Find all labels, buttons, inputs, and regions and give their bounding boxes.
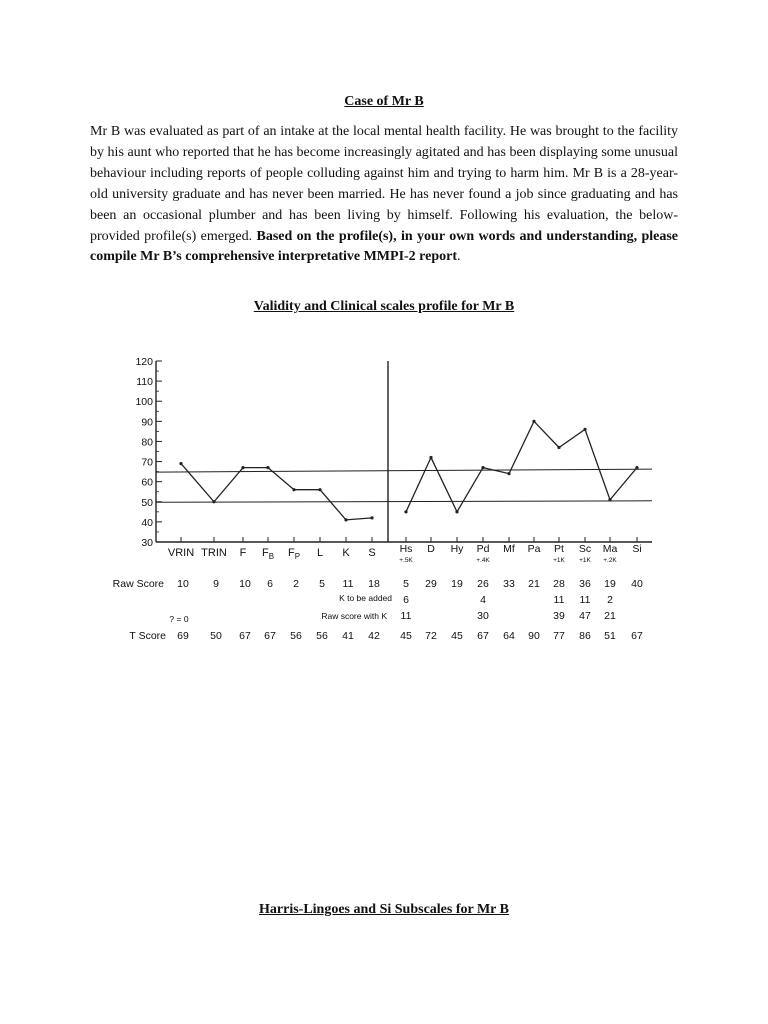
clinical-t-score: 45 — [451, 630, 463, 642]
validity-scale-label: $F_P$ — [287, 547, 301, 561]
validity-raw-score: 2 — [293, 578, 299, 590]
clinical-t-score: 51 — [604, 630, 616, 642]
k-to-be-added-value: 11 — [579, 594, 591, 606]
clinical-raw-score: 19 — [604, 578, 616, 590]
clinical-raw-score: 28 — [553, 578, 565, 590]
raw-score-label: Raw Score — [112, 578, 164, 590]
clinical-raw-score: 40 — [631, 578, 643, 590]
reference-line-65 — [156, 469, 652, 472]
validity-series-point — [266, 466, 269, 469]
k-to-be-added-value: 2 — [607, 594, 613, 606]
validity-raw-score: 6 — [267, 578, 273, 590]
validity-scale-label: VRIN — [167, 547, 195, 559]
clinical-scale-label: Pd — [476, 543, 490, 555]
clinical-series-point — [507, 472, 510, 475]
validity-t-score: 69 — [177, 630, 189, 642]
validity-series-point — [241, 466, 244, 469]
raw-score-with-k-label: Raw score with K — [321, 611, 387, 621]
k-correction-label: +.5K — [399, 557, 413, 564]
y-tick-label: 50 — [141, 496, 153, 509]
clinical-t-score: 64 — [503, 630, 515, 642]
clinical-scale-label: Ma — [602, 543, 618, 555]
clinical-scale-label: Pa — [527, 543, 541, 555]
y-tick-label: 110 — [136, 376, 153, 389]
validity-scale-label: L — [316, 547, 324, 559]
clinical-scale-label: Si — [632, 543, 642, 555]
clinical-raw-score: 26 — [477, 578, 489, 590]
t-score-label: T Score — [129, 630, 166, 642]
case-instruction: Based on the profile(s), in your own words and understanding, please compile Mr B’s comprehensive interpretative MMPI-2 report — [90, 228, 679, 265]
clinical-series-point — [404, 510, 407, 513]
clinical-series-point — [583, 428, 586, 431]
validity-series-point — [344, 518, 347, 521]
k-correction-label: +1K — [579, 557, 591, 564]
clinical-series-point — [635, 466, 638, 469]
case-description-end: . — [457, 249, 461, 265]
validity-t-score: 41 — [342, 630, 354, 642]
harris-lingoes-title: Harris-Lingoes and Si Subscales for Mr B — [259, 902, 509, 917]
k-to-be-added-label: K to be added — [339, 593, 392, 603]
validity-scale-label: F — [239, 547, 247, 559]
validity-t-score: 67 — [239, 630, 251, 642]
validity-t-score: 56 — [316, 630, 328, 642]
validity-raw-score: 10 — [239, 578, 251, 590]
question-count-label: ? = 0 — [169, 614, 189, 624]
clinical-raw-score: 33 — [503, 578, 515, 590]
clinical-t-score: 90 — [528, 630, 540, 642]
raw-with-k-value: 11 — [400, 610, 412, 622]
clinical-scale-label: D — [427, 543, 435, 555]
y-tick-label: 100 — [135, 396, 153, 409]
validity-scale-label: $F_B$ — [261, 547, 275, 561]
profile-title: Validity and Clinical scales profile for Mr B — [253, 299, 515, 314]
validity-series-point — [292, 488, 295, 491]
validity-raw-score: 5 — [319, 578, 325, 590]
validity-raw-score: 10 — [177, 578, 189, 590]
case-title: Case of Mr B — [344, 94, 424, 109]
k-correction-label: +.2K — [603, 557, 617, 564]
clinical-series-point — [429, 456, 432, 459]
validity-scale-label: K — [342, 547, 350, 559]
clinical-t-score: 67 — [477, 630, 489, 642]
validity-raw-score: 11 — [342, 578, 354, 590]
clinical-series-point — [532, 420, 535, 423]
k-to-be-added-value: 6 — [403, 594, 409, 606]
validity-series-point — [318, 488, 321, 491]
raw-with-k-value: 39 — [553, 610, 565, 622]
clinical-t-score: 67 — [631, 630, 643, 642]
raw-with-k-value: 21 — [604, 610, 616, 622]
y-tick-label: 90 — [141, 416, 153, 429]
y-tick-label: 40 — [141, 516, 153, 529]
validity-t-score: 67 — [264, 630, 276, 642]
clinical-t-score: 45 — [400, 630, 412, 642]
clinical-series-point — [455, 510, 458, 513]
clinical-series-line — [406, 421, 637, 512]
clinical-raw-score: 36 — [579, 578, 591, 590]
clinical-series-point — [557, 446, 560, 449]
case-description-text: Mr B was evaluated as part of an intake at the local mental health facility. He was brought to the facility by his aunt who reported that he has become increasingly agitated and has been displaying some unusual behaviour including reports of people colluding against him and trying to harm him. Mr B is a 28-year-old university graduate and has never been married. He has never found a job since graduating and has been an occasional plumber and has been living by himself. Following his evaluation, the below-provided profile(s) emerged. — [90, 124, 678, 244]
k-correction-label: +1K — [553, 557, 565, 564]
y-tick-label: 80 — [141, 436, 153, 449]
validity-raw-score: 9 — [213, 578, 219, 590]
clinical-t-score: 72 — [425, 630, 437, 642]
reference-line-50 — [156, 501, 652, 503]
clinical-scale-label: Hy — [450, 543, 464, 555]
y-tick-label: 30 — [141, 537, 153, 549]
validity-series-point — [179, 462, 182, 465]
validity-t-score: 42 — [368, 630, 380, 642]
clinical-scale-label: Pt — [554, 543, 564, 555]
validity-t-score: 56 — [290, 630, 302, 642]
clinical-t-score: 86 — [579, 630, 591, 642]
clinical-t-score: 77 — [553, 630, 565, 642]
raw-with-k-value: 30 — [477, 610, 489, 622]
k-correction-label: +.4K — [476, 557, 490, 564]
validity-series-point — [212, 500, 215, 503]
validity-raw-score: 18 — [368, 578, 380, 590]
clinical-series-point — [608, 498, 611, 501]
clinical-raw-score: 5 — [403, 578, 409, 590]
raw-with-k-value: 47 — [579, 610, 591, 622]
clinical-scale-label: Mf — [503, 543, 515, 555]
clinical-raw-score: 19 — [451, 578, 463, 590]
validity-series-point — [370, 516, 373, 519]
y-tick-label: 70 — [141, 456, 153, 469]
clinical-series-point — [481, 466, 484, 469]
validity-t-score: 50 — [210, 630, 222, 642]
clinical-scale-label: Hs — [399, 543, 413, 555]
y-tick-label: 120 — [135, 356, 153, 368]
k-to-be-added-value: 11 — [553, 594, 565, 606]
k-to-be-added-value: 4 — [480, 594, 486, 606]
clinical-raw-score: 29 — [425, 578, 437, 590]
validity-scale-label: TRIN — [201, 547, 227, 559]
validity-scale-label: S — [368, 547, 376, 559]
y-tick-label: 60 — [141, 476, 153, 489]
clinical-raw-score: 21 — [528, 578, 540, 590]
clinical-scale-label: Sc — [578, 543, 592, 555]
